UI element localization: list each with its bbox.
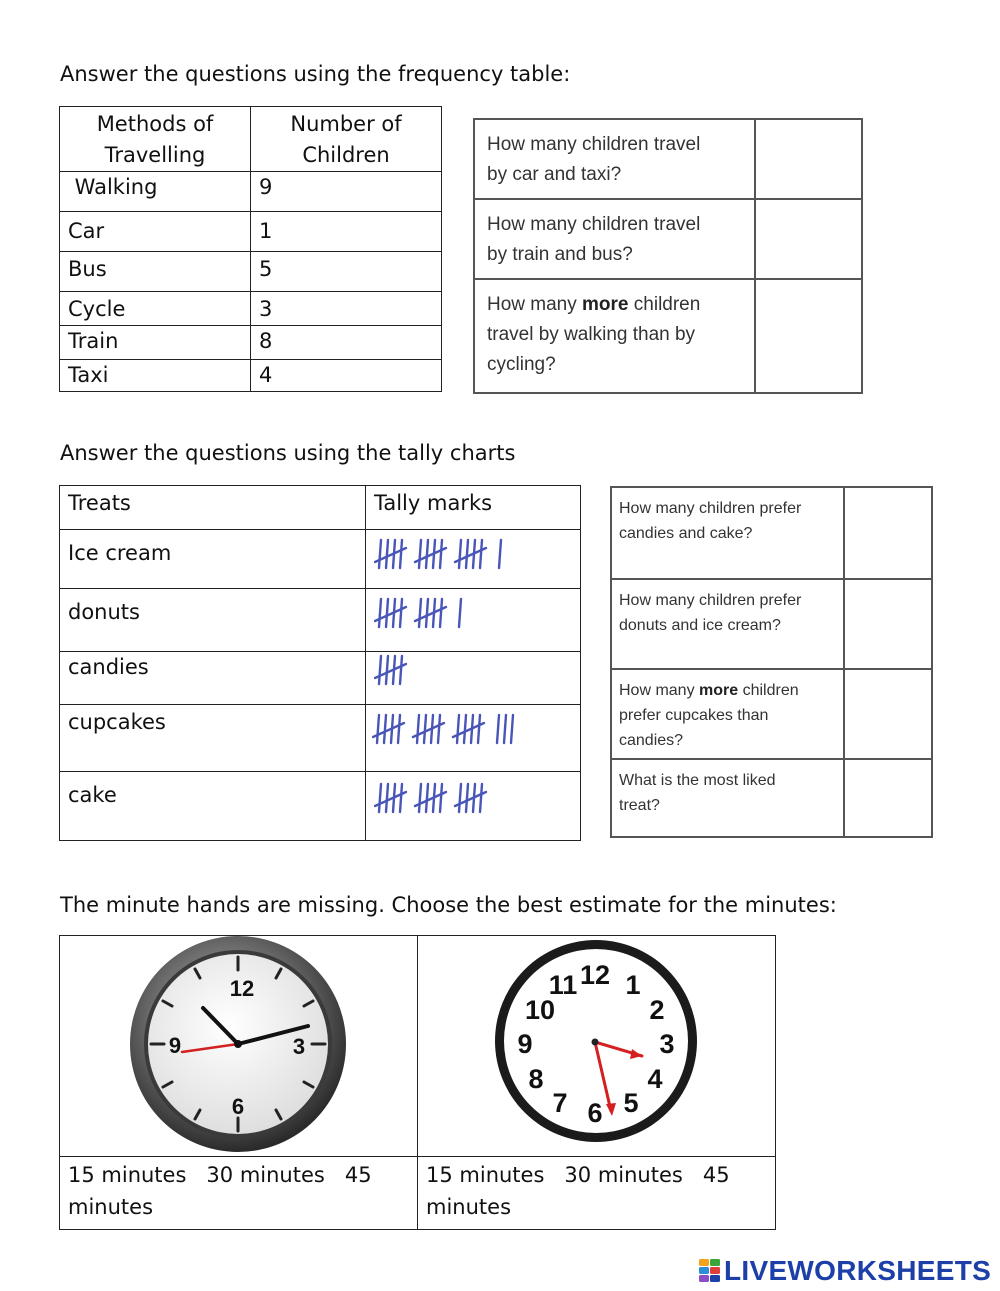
tally-treat: donuts — [60, 589, 366, 652]
tally-stroke — [379, 599, 381, 627]
clock-2-numeral-12: 12 — [579, 960, 611, 990]
tally-stroke — [398, 715, 400, 743]
question-travel-train-bus: How many children travel by train and bus? — [474, 199, 755, 279]
tally-mark-cell — [366, 589, 581, 652]
tally-marks-candies — [374, 652, 574, 688]
tally-stroke — [386, 599, 388, 627]
freq-method: Train — [60, 326, 251, 360]
tally-stroke — [419, 784, 421, 812]
tally-stroke — [459, 784, 461, 812]
travel-questions-table — [473, 118, 863, 394]
tally-stroke — [438, 715, 440, 743]
tally-stroke — [426, 784, 428, 812]
table-row — [60, 705, 581, 772]
freq-count: 5 — [251, 252, 442, 292]
tally-stroke — [426, 540, 428, 568]
tally-stroke — [386, 784, 388, 812]
question-walking-vs-cycling: How many more children travel by walking than by cycling? — [474, 279, 755, 393]
answer-box[interactable] — [755, 279, 862, 393]
tally-stroke — [464, 715, 466, 743]
answer-box[interactable] — [844, 487, 932, 579]
liveworksheets-logo: LIVEWORKSHEETS — [698, 1255, 991, 1287]
tally-stroke — [459, 540, 461, 568]
clock-2-numeral-9: 9 — [517, 1029, 533, 1059]
clock-2-numeral-1: 1 — [625, 970, 641, 1000]
tally-stroke — [511, 715, 513, 743]
freq-header-method: Methods of Travelling — [60, 107, 251, 172]
answer-box[interactable] — [844, 579, 932, 669]
answer-box[interactable] — [844, 759, 932, 837]
tally-stroke — [400, 656, 402, 684]
tally-stroke — [478, 715, 480, 743]
tally-stroke — [419, 599, 421, 627]
clock-1-icon — [60, 936, 417, 1156]
clock-2-numeral-10: 10 — [524, 995, 556, 1025]
tally-stroke — [499, 540, 501, 568]
tally-stroke — [379, 784, 381, 812]
tally-stroke — [417, 715, 419, 743]
tally-stroke — [440, 599, 442, 627]
table-row — [60, 172, 442, 212]
answer-box[interactable] — [844, 669, 932, 759]
freq-method: Taxi — [60, 360, 251, 392]
freq-method: Bus — [60, 252, 251, 292]
tally-stroke — [426, 599, 428, 627]
freq-method: Cycle — [60, 292, 251, 326]
table-row — [60, 360, 442, 392]
treat-questions-table — [610, 486, 933, 838]
tally-stroke — [504, 715, 506, 743]
question-travel-car-taxi: How many children travel by car and taxi? — [474, 119, 755, 199]
clock-2-numeral-4: 4 — [647, 1064, 663, 1094]
table-row — [60, 326, 442, 360]
clock-2-numeral-8: 8 — [528, 1064, 544, 1094]
tally-stroke — [384, 715, 386, 743]
clock-2-icon — [418, 936, 775, 1156]
frequency-table — [59, 106, 442, 392]
tally-stroke — [400, 784, 402, 812]
tally-stroke — [440, 784, 442, 812]
freq-count: 1 — [251, 212, 442, 252]
tally-marks-donuts — [374, 595, 574, 631]
tally-stroke — [466, 540, 468, 568]
clock-2-answer-options[interactable]: 15 minutes 30 minutes 45 minutes — [418, 1157, 776, 1230]
tally-stroke — [377, 715, 379, 743]
clock-2-numeral-5: 5 — [623, 1088, 639, 1118]
table-row — [60, 652, 581, 705]
tally-treat: Ice cream — [60, 530, 366, 589]
table-row — [60, 292, 442, 326]
tally-header-marks: Tally marks — [366, 486, 581, 530]
clock-2-numeral-6: 6 — [587, 1098, 603, 1128]
tally-mark-cell — [366, 772, 581, 841]
freq-count: 3 — [251, 292, 442, 326]
tally-stroke — [459, 599, 461, 627]
clock-1-numeral-12: 12 — [229, 976, 255, 1001]
table-row — [60, 212, 442, 252]
clock-2-numeral-11: 11 — [548, 970, 578, 1000]
section3-heading: The minute hands are missing. Choose the best estimate for the minutes: — [60, 893, 837, 917]
section1-heading: Answer the questions using the frequency table: — [60, 62, 571, 86]
tally-stroke — [440, 540, 442, 568]
tally-stroke — [466, 784, 468, 812]
tally-mark-cell — [366, 530, 581, 589]
tally-stroke — [480, 540, 482, 568]
clocks-table — [59, 935, 776, 1230]
clock-2-numeral-7: 7 — [552, 1088, 568, 1118]
tally-mark-cell — [366, 705, 581, 772]
clock-1-numeral-9: 9 — [168, 1033, 182, 1058]
tally-stroke — [379, 540, 381, 568]
tally-stroke — [379, 656, 381, 684]
clock-cell-1 — [60, 936, 418, 1157]
clock-2-numeral-3: 3 — [659, 1029, 675, 1059]
tally-stroke — [480, 784, 482, 812]
question-cupcakes-vs-candies: How many more children prefer cupcakes than candies? — [611, 669, 844, 759]
tally-stroke — [400, 599, 402, 627]
question-donuts-icecream: How many children prefer donuts and ice cream? — [611, 579, 844, 669]
question-candies-cake: How many children prefer candies and cake? — [611, 487, 844, 579]
tally-stroke — [386, 656, 388, 684]
tally-header-treats: Treats — [60, 486, 366, 530]
tally-treat: candies — [60, 652, 366, 705]
tally-table — [59, 485, 581, 841]
table-row — [60, 530, 581, 589]
clock-2-numeral-2: 2 — [649, 995, 665, 1025]
answer-box[interactable] — [755, 199, 862, 279]
table-row — [60, 252, 442, 292]
answer-box[interactable] — [755, 119, 862, 199]
section2-heading: Answer the questions using the tally charts — [60, 441, 516, 465]
tally-treat: cake — [60, 772, 366, 841]
tally-marks-cake — [374, 780, 574, 816]
tally-stroke — [457, 715, 459, 743]
freq-method: Car — [60, 212, 251, 252]
freq-method: Walking — [60, 172, 251, 212]
clock-1-numeral-3: 3 — [292, 1034, 306, 1059]
clock-1-answer-options[interactable]: 15 minutes 30 minutes 45 minutes — [60, 1157, 418, 1230]
tally-stroke — [419, 540, 421, 568]
tally-stroke — [386, 540, 388, 568]
tally-mark-cell — [366, 652, 581, 705]
tally-stroke — [400, 540, 402, 568]
table-row — [60, 589, 581, 652]
question-most-liked: What is the most liked treat? — [611, 759, 844, 837]
tally-stroke — [497, 715, 499, 743]
tally-stroke — [424, 715, 426, 743]
clock-cell-2 — [418, 936, 776, 1157]
tally-marks-ice-cream — [374, 536, 574, 572]
freq-count: 8 — [251, 326, 442, 360]
table-row — [60, 772, 581, 841]
freq-count: 9 — [251, 172, 442, 212]
freq-count: 4 — [251, 360, 442, 392]
tally-marks-cupcakes — [372, 711, 572, 747]
clock-1-numeral-6: 6 — [231, 1094, 245, 1119]
freq-header-count: Number of Children — [251, 107, 442, 172]
liveworksheets-logo-icon — [698, 1258, 722, 1284]
tally-treat: cupcakes — [60, 705, 366, 772]
